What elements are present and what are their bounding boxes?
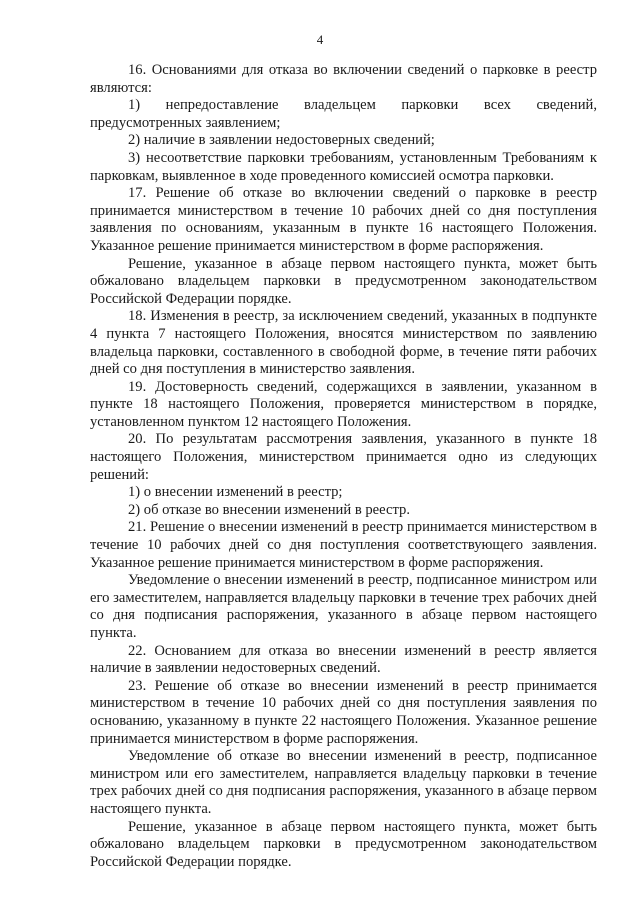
paragraph-21: 21. Решение о внесении изменений в реестр принимается министерством в течение 10 рабочих дней со дня поступления соответствующего заявления. Указанное решение принимается министерством в форме распоряжения. xyxy=(90,519,597,571)
paragraph-20: 20. По результатам рассмотрения заявления, указанного в пункте 18 настоящего Положения, министерством принимается одно из следующих решений: xyxy=(90,431,597,483)
paragraph-21-notice: Уведомление о внесении изменений в реестр, подписанное министром или его заместителем, направляется владельцу парковки в течение трех рабочих дней со дня подписания распоряжения, указанного в абзаце первом настоящего пункта. xyxy=(90,572,597,641)
paragraph-16: 16. Основаниями для отказа во включении сведений о парковке в реестр являются: xyxy=(90,62,597,96)
page-number: 4 xyxy=(316,32,324,47)
paragraph-16-item-2: 2) наличие в заявлении недостоверных сведений; xyxy=(128,132,435,149)
paragraph-22: 22. Основанием для отказа во внесении изменений в реестр является наличие в заявлении недостоверных сведений. xyxy=(90,642,597,677)
paragraph-20-item-2: 2) об отказе во внесении изменений в реестр. xyxy=(128,501,410,518)
paragraph-16-item-3: 3) несоответствие парковки требованиям, установленным Требованиям к парковкам, выявленное в ходе проведенного комиссией осмотра парковки. xyxy=(90,149,597,184)
paragraph-23-notice: Уведомление об отказе во внесении изменений в реестр, подписанное министром или его заместителем, направляется владельцу парковки в течение трех рабочих дней со дня подписания распоряжения, указанного в абзаце первом настоящего пункта. xyxy=(90,748,597,817)
paragraph-19: 19. Достоверность сведений, содержащихся в заявлении, указанном в пункте 18 настоящего Положения, проверяется министерством в порядке, установленном пунктом 12 настоящего Положения. xyxy=(90,378,597,430)
paragraph-20-item-1: 1) о внесении изменений в реестр; xyxy=(128,484,343,501)
document-body xyxy=(90,62,597,871)
paragraph-23-appeal: Решение, указанное в абзаце первом настоящего пункта, может быть обжаловано владельцем парковки в предусмотренном законодательством Российской Федерации порядке. xyxy=(90,818,597,870)
paragraph-17-appeal: Решение, указанное в абзаце первом настоящего пункта, может быть обжаловано владельцем парковки в предусмотренном законодательством Российской Федерации порядке. xyxy=(90,255,597,307)
paragraph-18: 18. Изменения в реестр, за исключением сведений, указанных в подпункте 4 пункта 7 настоящего Положения, вносятся министерством по заявлению владельца парковки, составленного в свободной форме, в течение пяти рабочих дней со дня поступления в министерство заявления. xyxy=(90,308,597,378)
paragraph-17: 17. Решение об отказе во включении сведений о парковке в реестр принимается министерством в течение 10 рабочих дней со дня поступления заявления по основаниям, указанным в пункте 16 настоящего Положения. Указанное решение принимается министерством в форме распоряжения. xyxy=(90,185,597,254)
paragraph-23: 23. Решение об отказе во внесении изменений в реестр принимается министерством в течение 10 рабочих дней со дня поступления заявления по основанию, указанному в пункте 22 настоящего Положения. Указанное решение принимается министерством в форме распоряжения. xyxy=(90,677,597,747)
paragraph-16-item-1: 1) непредоставление владельцем парковки всех сведений, предусмотренных заявлением; xyxy=(90,97,597,131)
